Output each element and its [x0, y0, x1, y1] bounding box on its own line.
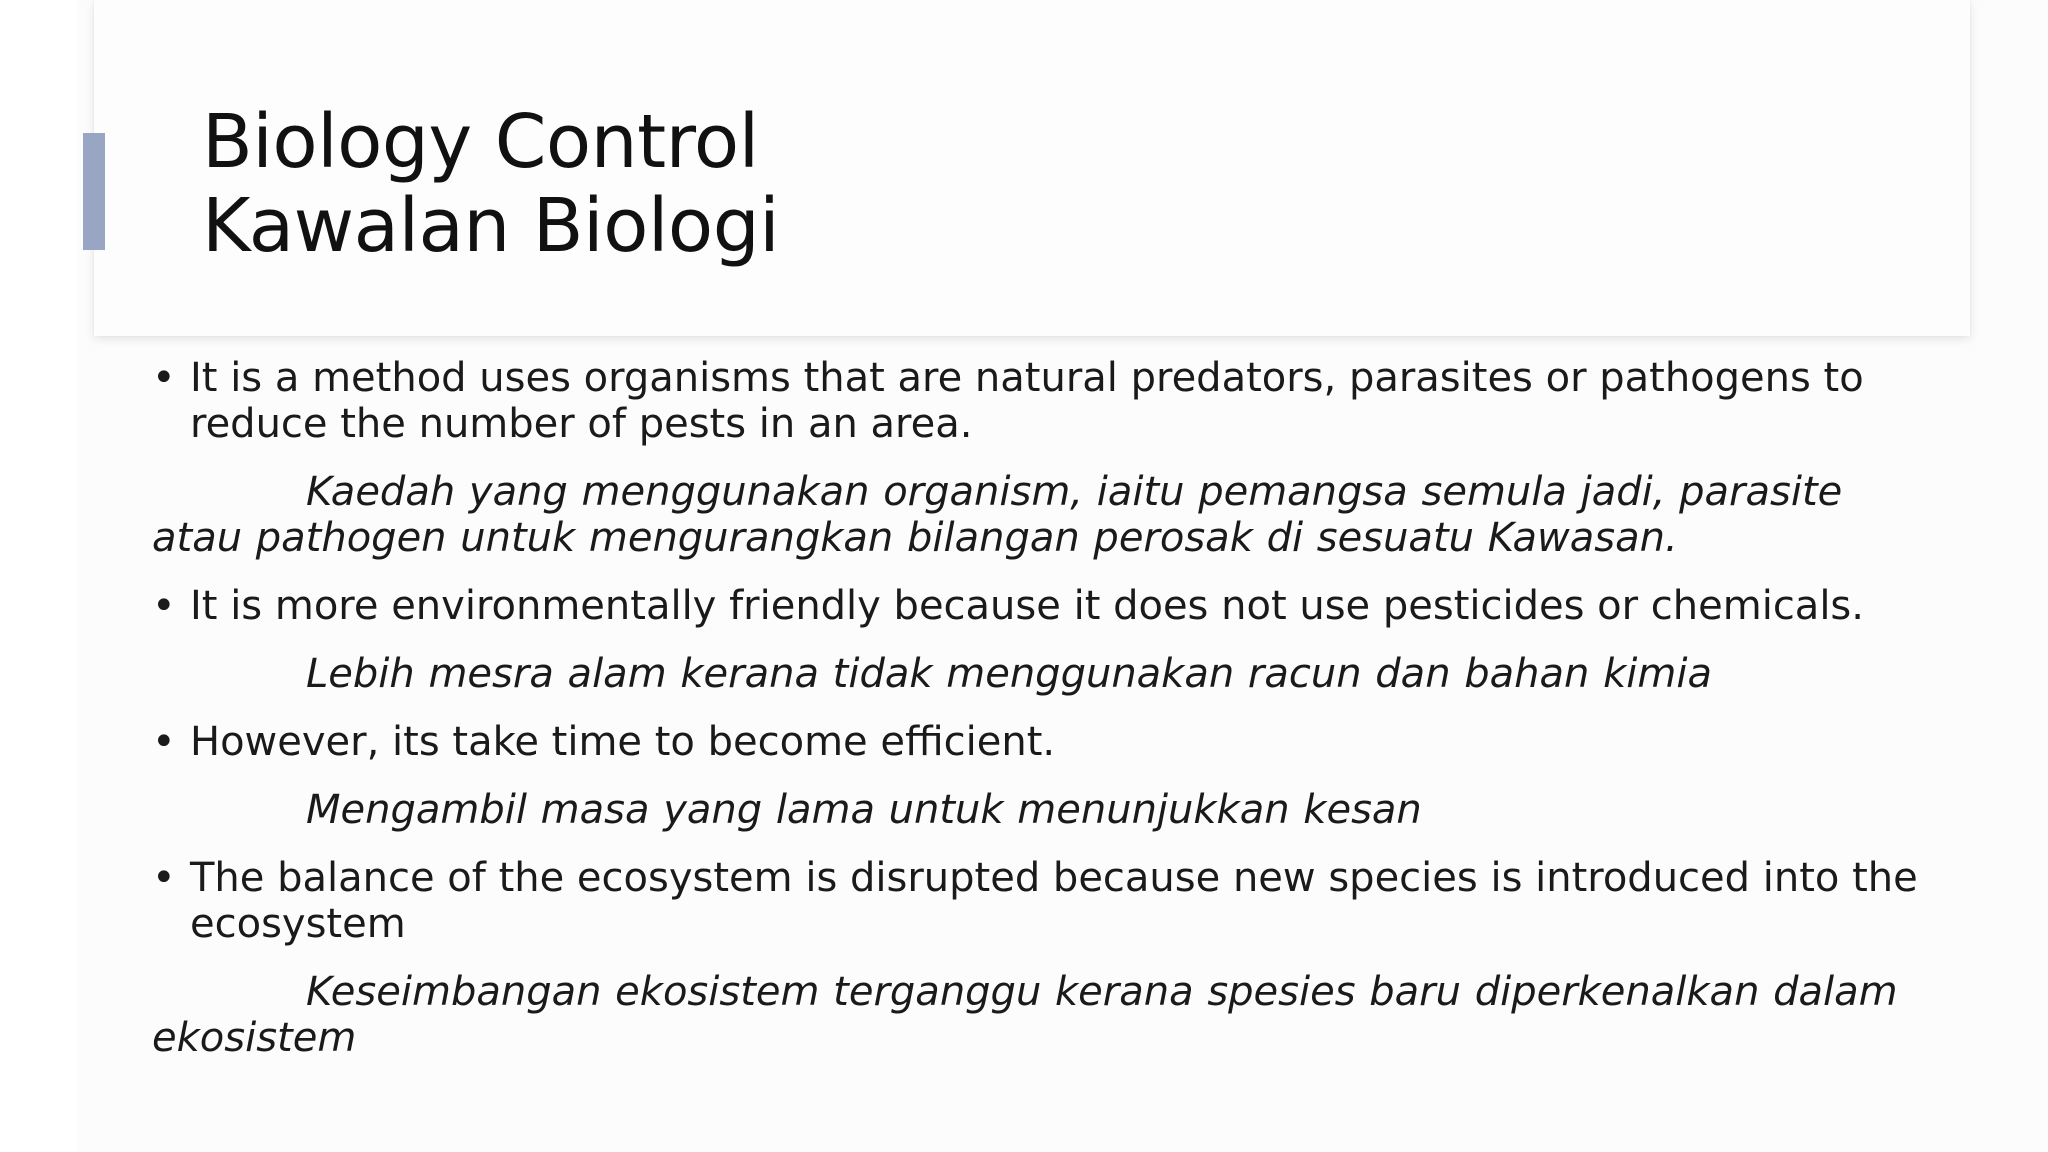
bullet-icon: •: [152, 719, 176, 765]
bullet-point: [152, 583, 1942, 629]
bullet-point: [152, 855, 1942, 947]
bullet-icon: •: [152, 855, 176, 901]
bullet-icon: •: [152, 355, 176, 401]
bullet-point: [152, 719, 1942, 765]
bullet-translation-malay: Mengambil masa yang lama untuk menunjukkan kesan: [306, 787, 1422, 833]
bullet-icon: •: [152, 583, 176, 629]
bullet-text-english: The balance of the ecosystem is disrupted because new species is introduced into the ecosystem: [190, 855, 1918, 947]
title-accent-bar: [83, 133, 105, 250]
bullet-point: [152, 355, 1942, 447]
slide-title: [202, 100, 779, 268]
slide-body: [152, 355, 1942, 1083]
bullet-text-english: However, its take time to become efficient.: [190, 719, 1056, 765]
bullet-translation-malay: Keseimbangan ekosistem terganggu kerana spesies baru diperkenalkan dalam ekosistem: [152, 969, 1898, 1061]
bullet-translation-malay: Kaedah yang menggunakan organism, iaitu pemangsa semula jadi, parasite atau pathogen untuk mengurangkan bilangan perosak di sesuatu Kawasan.: [152, 469, 1843, 561]
bullet-translation-malay: Lebih mesra alam kerana tidak menggunakan racun dan bahan kimia: [306, 651, 1712, 697]
bullet-text-english: It is a method uses organisms that are natural predators, parasites or pathogens to reduce the number of pests in an area.: [190, 355, 1864, 447]
title-line-malay: Kawalan Biologi: [202, 183, 780, 269]
title-line-english: Biology Control: [202, 99, 759, 185]
bullet-text-english: It is more environmentally friendly because it does not use pesticides or chemicals.: [190, 583, 1864, 629]
